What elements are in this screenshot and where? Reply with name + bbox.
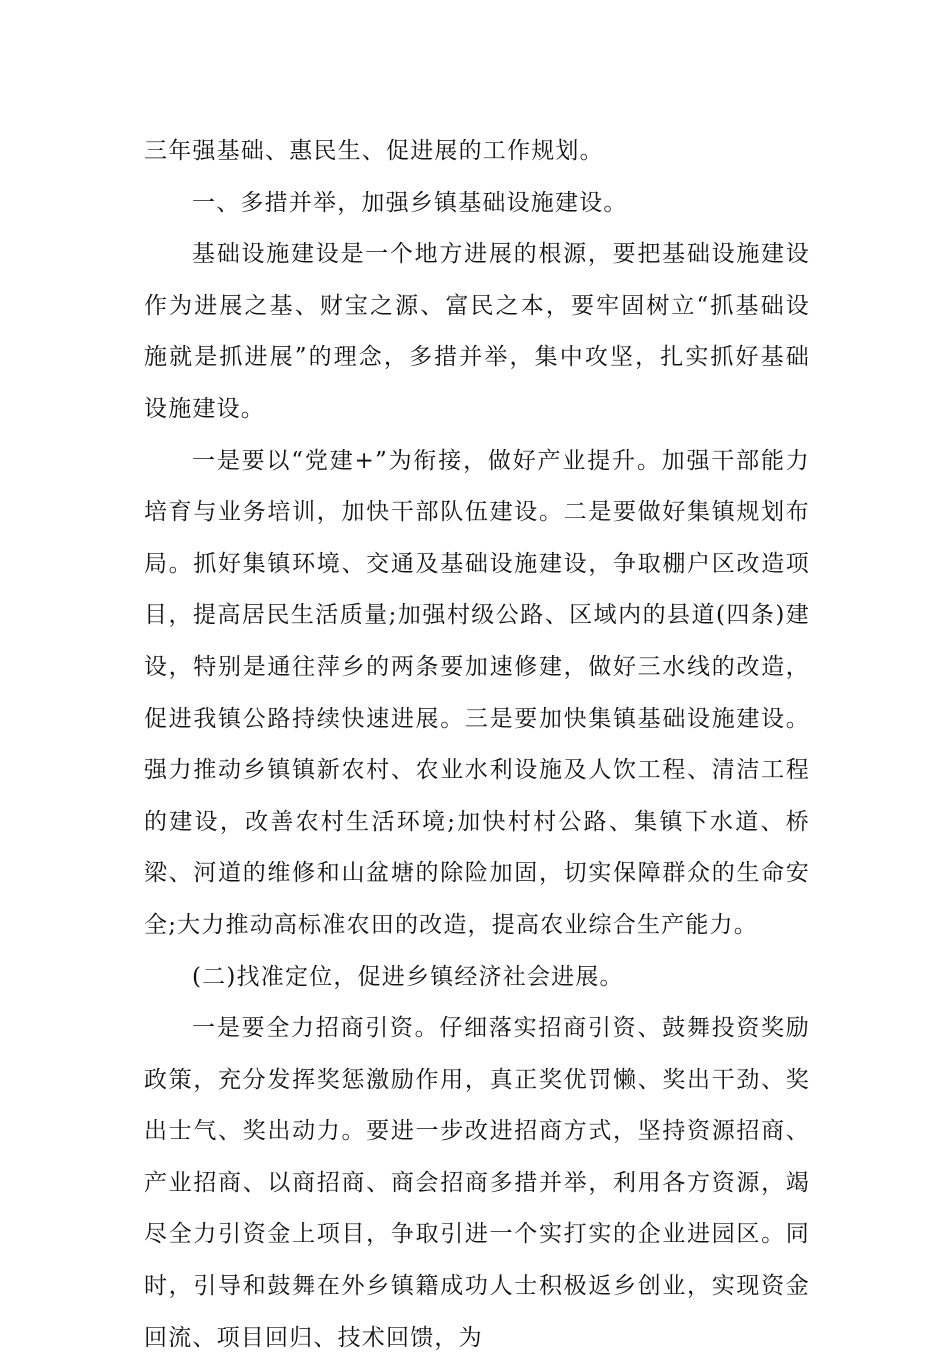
paragraph-infrastructure-intro: 基础设施建设是一个地方进展的根源，要把基础设施建设作为进展之基、财宝之源、富民之本，要牢固树立“抓基础设施就是抓进展”的理念，多措并举，集中攻坚，扎实抓好基础设施建设。	[144, 241, 810, 422]
paragraph-investment: 一是要全力招商引资。仔细落实招商引资、鼓舞投资奖励政策，充分发挥奖惩激励作用，真正奖优罚懒、奖出干劲、奖出士气、奖出动力。要进一步改进招商方式，坚持资源招商、产业招商、以商招商、商会招商多措并举，利用各方资源，竭尽全力引资金上项目，争取引进一个实打实的企业进园区。同时，引导和鼓舞在外乡镇籍成功人士积极返乡创业，实现资金回流、项目回归、技术回馈，为	[144, 1015, 810, 1351]
paragraph-continuation: 三年强基础、惠民生、促进展的工作规划。	[144, 138, 604, 164]
paragraph-infrastructure-measures: 一是要以“党建+”为衔接，做好产业提升。加强干部能力培育与业务培训，加快干部队伍建设。二是要做好集镇规划布局。抓好集镇环境、交通及基础设施建设，争取棚户区改造项目，提高居民生活质量;加强村级公路、区域内的县道(四条)建设，特别是通往萍乡的两条要加速修建，做好三水线的改造，促进我镇公路持续快速进展。三是要加快集镇基础设施建设。强力推动乡镇镇新农村、农业水利设施及人饮工程、清洁工程的建设，改善农村生活环境;加快村村公路、集镇下水道、桥梁、河道的维修和山盆塘的除险加固，切实保障群众的生命安全;大力推动高标准农田的改造，提高农业综合生产能力。	[144, 447, 810, 938]
document-body	[144, 126, 810, 1364]
section-heading-1: 一、多措并举，加强乡镇基础设施建设。	[192, 189, 628, 216]
section-heading-2: (二)找准定位，促进乡镇经济社会进展。	[192, 963, 624, 990]
